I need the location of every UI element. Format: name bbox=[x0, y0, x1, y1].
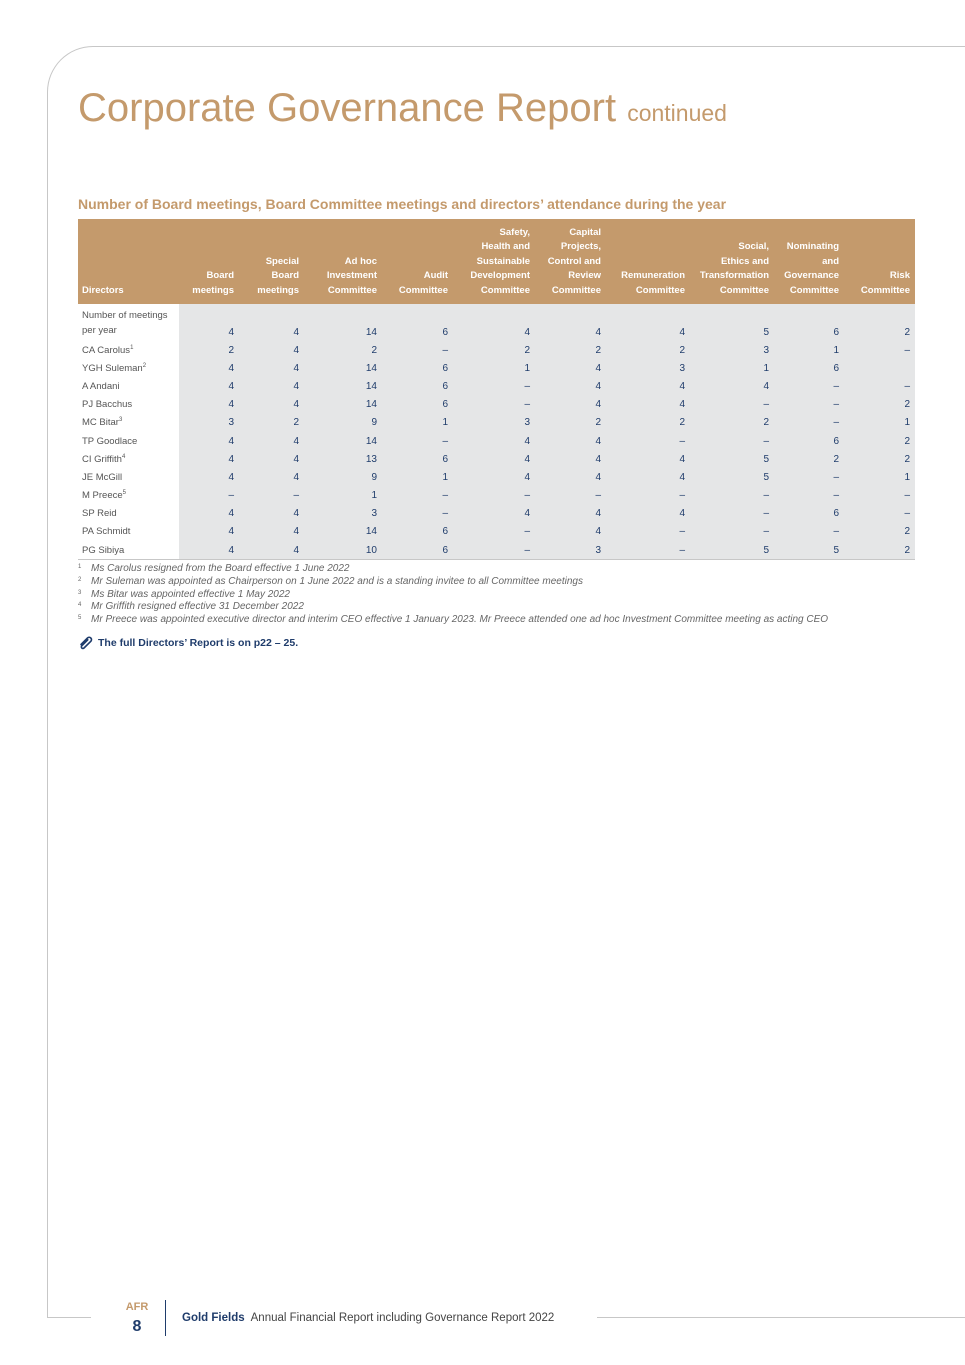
page-title-suffix: continued bbox=[627, 100, 727, 126]
attendance-table-body bbox=[78, 304, 915, 560]
column-header bbox=[304, 219, 382, 304]
attendance-cell: – bbox=[774, 414, 844, 432]
attendance-cell: 4 bbox=[179, 450, 239, 468]
attendance-cell: – bbox=[606, 541, 690, 560]
attendance-cell: – bbox=[453, 377, 535, 395]
meetings-per-year-row bbox=[78, 304, 915, 341]
column-header bbox=[78, 219, 179, 304]
meetings-count-cell: 5 bbox=[690, 304, 774, 341]
page-title-main: Corporate Governance Report bbox=[78, 86, 617, 130]
footnote-text: Ms Carolus resigned from the Board effective 1 June 2022 bbox=[91, 563, 350, 574]
attendance-cell: 5 bbox=[774, 541, 844, 560]
attendance-cell: 2 bbox=[535, 414, 606, 432]
attendance-cell: 6 bbox=[382, 396, 453, 414]
attendance-cell: 3 bbox=[179, 414, 239, 432]
attendance-cell: 6 bbox=[382, 541, 453, 560]
attendance-cell: 6 bbox=[382, 359, 453, 377]
footnote bbox=[78, 614, 918, 627]
director-row bbox=[78, 359, 915, 377]
attendance-table-header bbox=[78, 219, 915, 304]
director-name: YGH Suleman bbox=[82, 362, 143, 374]
footer-brand: Gold Fields bbox=[182, 1312, 245, 1324]
attendance-cell: 6 bbox=[774, 505, 844, 523]
column-header-line: Committee bbox=[635, 284, 685, 296]
attendance-cell: 4 bbox=[239, 505, 304, 523]
attendance-cell: 4 bbox=[535, 377, 606, 395]
attendance-cell: – bbox=[453, 541, 535, 560]
column-header-line: Committee bbox=[327, 284, 377, 296]
attendance-cell: – bbox=[239, 487, 304, 505]
attendance-cell: 1 bbox=[690, 359, 774, 377]
attendance-cell: 4 bbox=[606, 505, 690, 523]
column-header-line: Audit bbox=[423, 270, 448, 281]
director-name-cell bbox=[78, 341, 179, 359]
column-header bbox=[179, 219, 239, 304]
attendance-cell: 9 bbox=[304, 414, 382, 432]
meetings-count-cell: 4 bbox=[606, 304, 690, 341]
attendance-cell: 9 bbox=[304, 468, 382, 486]
reference-text: The full Directors’ Report is on p22 – 25. bbox=[98, 637, 299, 649]
attendance-cell: 14 bbox=[304, 432, 382, 450]
column-header-line: Board bbox=[271, 270, 299, 281]
attendance-cell: – bbox=[382, 505, 453, 523]
director-name-cell bbox=[78, 468, 179, 486]
attendance-cell: 4 bbox=[239, 541, 304, 560]
attendance-cell: 4 bbox=[535, 468, 606, 486]
director-row bbox=[78, 432, 915, 450]
column-header bbox=[382, 219, 453, 304]
footnote-marker: 2 bbox=[142, 362, 147, 369]
attendance-cell: 5 bbox=[690, 468, 774, 486]
footer-divider bbox=[165, 1300, 166, 1336]
meetings-count-cell: 6 bbox=[382, 304, 453, 341]
director-name-cell bbox=[78, 396, 179, 414]
attendance-cell: – bbox=[453, 523, 535, 541]
page-title bbox=[78, 86, 727, 131]
column-header bbox=[535, 219, 606, 304]
column-header-line: Special bbox=[265, 255, 299, 267]
director-row bbox=[78, 505, 915, 523]
meetings-count-cell: 2 bbox=[844, 304, 915, 341]
attendance-cell: – bbox=[606, 487, 690, 505]
attendance-cell: 2 bbox=[179, 341, 239, 359]
director-name: TP Goodlace bbox=[82, 435, 138, 447]
attendance-cell: 4 bbox=[239, 468, 304, 486]
attendance-cell: 10 bbox=[304, 541, 382, 560]
attendance-cell: 5 bbox=[690, 541, 774, 560]
director-name-cell bbox=[78, 359, 179, 377]
director-name-cell bbox=[78, 505, 179, 523]
attendance-cell: – bbox=[844, 505, 915, 523]
attendance-cell: 13 bbox=[304, 450, 382, 468]
attendance-cell: 4 bbox=[535, 396, 606, 414]
column-header bbox=[844, 219, 915, 304]
attendance-cell: 4 bbox=[239, 523, 304, 541]
footnote-number: 2 bbox=[78, 576, 82, 583]
column-header-line: Committee bbox=[860, 284, 910, 296]
column-header-line: Risk bbox=[889, 270, 910, 281]
row-label-line: per year bbox=[82, 324, 117, 336]
column-header bbox=[690, 219, 774, 304]
attendance-cell: – bbox=[179, 487, 239, 505]
attendance-cell: 2 bbox=[690, 414, 774, 432]
attendance-table bbox=[78, 219, 915, 560]
attendance-cell: 3 bbox=[453, 414, 535, 432]
director-name: PJ Bacchus bbox=[82, 399, 133, 411]
column-header-line: Sustainable bbox=[476, 255, 530, 267]
column-header-line: Directors bbox=[82, 284, 124, 296]
attendance-cell: 2 bbox=[844, 450, 915, 468]
footer-text bbox=[182, 1312, 554, 1324]
attendance-cell: 4 bbox=[179, 523, 239, 541]
director-row bbox=[78, 341, 915, 359]
director-name-cell bbox=[78, 377, 179, 395]
column-header-line: Investment bbox=[326, 270, 377, 281]
director-row bbox=[78, 468, 915, 486]
attendance-cell: 4 bbox=[535, 505, 606, 523]
header-row bbox=[78, 219, 915, 304]
attendance-cell: 14 bbox=[304, 523, 382, 541]
section-code: AFR bbox=[125, 1301, 149, 1313]
column-header-line: Capital bbox=[569, 226, 601, 238]
attendance-cell: – bbox=[535, 487, 606, 505]
footnote-marker: 5 bbox=[122, 489, 126, 496]
director-name: SP Reid bbox=[82, 508, 117, 520]
director-name: MC Bitar bbox=[82, 417, 119, 429]
attendance-cell: 6 bbox=[774, 432, 844, 450]
column-header-line: Committee bbox=[480, 284, 530, 296]
attendance-cell: 4 bbox=[535, 523, 606, 541]
footnote-number: 5 bbox=[78, 615, 82, 622]
column-header-line: Control and bbox=[547, 255, 601, 267]
director-row bbox=[78, 396, 915, 414]
attendance-cell: – bbox=[382, 432, 453, 450]
attendance-cell: – bbox=[606, 523, 690, 541]
column-header-line: Board bbox=[206, 270, 234, 281]
attendance-cell: 4 bbox=[239, 359, 304, 377]
attendance-cell: – bbox=[774, 487, 844, 505]
attendance-cell: 1 bbox=[844, 468, 915, 486]
director-row bbox=[78, 487, 915, 505]
attendance-cell: 4 bbox=[239, 432, 304, 450]
attendance-cell: 4 bbox=[239, 341, 304, 359]
attendance-cell: 4 bbox=[179, 468, 239, 486]
column-header-line: Governance bbox=[784, 270, 839, 281]
directors-report-reference[interactable] bbox=[78, 636, 298, 650]
footnote-number: 3 bbox=[78, 589, 82, 596]
director-name-cell bbox=[78, 450, 179, 468]
footnote-number: 1 bbox=[78, 564, 82, 570]
footnote-text: Ms Bitar was appointed effective 1 May 2022 bbox=[91, 588, 290, 600]
attendance-cell: – bbox=[690, 396, 774, 414]
attendance-cell: 4 bbox=[690, 377, 774, 395]
column-header-line: Ethics and bbox=[720, 255, 769, 267]
director-name: PG Sibiya bbox=[82, 544, 125, 556]
column-header-line: Committee bbox=[398, 284, 448, 296]
column-header-line: Committee bbox=[719, 284, 769, 296]
footnote bbox=[78, 601, 918, 614]
attendance-cell: – bbox=[690, 487, 774, 505]
attendance-cell: – bbox=[453, 487, 535, 505]
column-header-line: Projects, bbox=[560, 241, 601, 252]
attendance-cell: – bbox=[690, 523, 774, 541]
column-header-line: meetings bbox=[257, 284, 299, 296]
attendance-cell: 6 bbox=[382, 450, 453, 468]
footnote-marker: 1 bbox=[130, 344, 134, 351]
column-header bbox=[453, 219, 535, 304]
attendance-cell: 14 bbox=[304, 359, 382, 377]
attendance-cell: – bbox=[382, 487, 453, 505]
column-header bbox=[606, 219, 690, 304]
attendance-cell: 4 bbox=[453, 432, 535, 450]
director-name: JE McGill bbox=[82, 471, 123, 483]
attendance-cell: – bbox=[690, 432, 774, 450]
attendance-cell: – bbox=[690, 505, 774, 523]
director-row bbox=[78, 377, 915, 395]
director-name-cell bbox=[78, 487, 179, 505]
attendance-cell: – bbox=[844, 377, 915, 395]
director-row bbox=[78, 523, 915, 541]
director-name-cell bbox=[78, 523, 179, 541]
column-header-line: Social, bbox=[738, 241, 769, 252]
attendance-cell: 4 bbox=[606, 468, 690, 486]
meetings-count-cell: 4 bbox=[239, 304, 304, 341]
footer-report-title: Annual Financial Report including Governance Report 2022 bbox=[250, 1312, 555, 1324]
director-name: M Preece bbox=[82, 490, 123, 502]
footnote bbox=[78, 576, 918, 589]
attendance-cell: 2 bbox=[453, 341, 535, 359]
column-header-line: Health and bbox=[481, 241, 530, 252]
attendance-cell: 2 bbox=[239, 414, 304, 432]
attendance-cell: – bbox=[844, 341, 915, 359]
attendance-cell: 4 bbox=[606, 450, 690, 468]
attendance-cell: 2 bbox=[844, 541, 915, 560]
attendance-cell: 2 bbox=[844, 523, 915, 541]
column-header-line: Review bbox=[568, 270, 601, 281]
attendance-cell: 2 bbox=[774, 450, 844, 468]
attendance-cell: – bbox=[774, 523, 844, 541]
column-header bbox=[239, 219, 304, 304]
attendance-cell: 3 bbox=[304, 505, 382, 523]
footnote-marker: 4 bbox=[121, 453, 126, 460]
meetings-count-cell: 4 bbox=[179, 304, 239, 341]
attendance-cell: 4 bbox=[453, 505, 535, 523]
director-name-cell bbox=[78, 432, 179, 450]
attendance-cell: 1 bbox=[304, 487, 382, 505]
attendance-cell: 1 bbox=[382, 414, 453, 432]
attendance-cell: 4 bbox=[179, 359, 239, 377]
attendance-cell: 4 bbox=[453, 450, 535, 468]
director-name-cell bbox=[78, 414, 179, 432]
meetings-count-cell: 4 bbox=[535, 304, 606, 341]
attendance-cell: – bbox=[382, 341, 453, 359]
attendance-cell: 1 bbox=[453, 359, 535, 377]
attendance-cell: – bbox=[844, 487, 915, 505]
column-header-line: Transformation bbox=[699, 270, 769, 281]
page-frame-left bbox=[47, 100, 48, 1318]
director-name: PA Schmidt bbox=[82, 526, 131, 538]
column-header-line: Safety, bbox=[499, 226, 530, 238]
column-header-line: Nominating bbox=[786, 241, 839, 252]
attendance-cell: 2 bbox=[844, 396, 915, 414]
attendance-cell: 4 bbox=[179, 377, 239, 395]
attendance-cell: 4 bbox=[535, 359, 606, 377]
attendance-cell: 14 bbox=[304, 377, 382, 395]
footnote-text: Mr Suleman was appointed as Chairperson on 1 June 2022 and is a standing invitee to all Committee meetings bbox=[91, 575, 583, 587]
attendance-cell: – bbox=[774, 468, 844, 486]
attendance-cell: 1 bbox=[382, 468, 453, 486]
director-row bbox=[78, 450, 915, 468]
column-header-line: and bbox=[822, 255, 839, 267]
attendance-cell: 2 bbox=[844, 432, 915, 450]
column-header-line: Committee bbox=[789, 284, 839, 296]
page-number: 8 bbox=[132, 1318, 142, 1335]
attendance-cell: 4 bbox=[239, 396, 304, 414]
attendance-cell: 3 bbox=[690, 341, 774, 359]
attendance-cell: 4 bbox=[239, 450, 304, 468]
column-header-line: Remuneration bbox=[621, 270, 685, 281]
paperclip-icon bbox=[78, 636, 94, 650]
attendance-cell: 4 bbox=[179, 505, 239, 523]
attendance-cell: 6 bbox=[774, 359, 844, 377]
attendance-cell: 4 bbox=[606, 396, 690, 414]
attendance-cell: 6 bbox=[382, 377, 453, 395]
footnotes bbox=[78, 563, 918, 627]
attendance-cell: – bbox=[606, 432, 690, 450]
column-header-line: Ad hoc bbox=[344, 255, 377, 267]
attendance-cell: 4 bbox=[535, 450, 606, 468]
footnote bbox=[78, 589, 918, 602]
attendance-cell: 4 bbox=[179, 432, 239, 450]
attendance-cell: 14 bbox=[304, 396, 382, 414]
column-header-line: meetings bbox=[192, 284, 234, 296]
page-frame-bottom-left bbox=[47, 1317, 91, 1318]
meetings-count-cell: 4 bbox=[453, 304, 535, 341]
director-name-cell bbox=[78, 541, 179, 560]
attendance-cell: 1 bbox=[774, 341, 844, 359]
attendance-cell: 4 bbox=[606, 377, 690, 395]
column-header-line: Development bbox=[470, 270, 530, 281]
page-frame-bottom-right bbox=[597, 1317, 965, 1318]
footnote-text: Mr Griffith resigned effective 31 December 2022 bbox=[91, 601, 304, 613]
footnote bbox=[78, 563, 918, 576]
attendance-cell: 6 bbox=[382, 523, 453, 541]
footnote-number: 4 bbox=[78, 602, 82, 609]
attendance-cell: 4 bbox=[239, 377, 304, 395]
row-label bbox=[78, 304, 179, 341]
attendance-cell: 2 bbox=[606, 341, 690, 359]
director-row bbox=[78, 541, 915, 560]
footnote-text: Mr Preece was appointed executive director and interim CEO effective 1 January 2023. Mr Preece attended one ad hoc Investment Committee meeting as acting CEO bbox=[91, 614, 829, 626]
section-heading: Number of Board meetings, Board Committee meetings and directors’ attendance during the year bbox=[78, 196, 727, 212]
meetings-count-cell: 6 bbox=[774, 304, 844, 341]
column-header bbox=[774, 219, 844, 304]
director-name: CA Carolus bbox=[82, 344, 131, 356]
attendance-cell: – bbox=[774, 377, 844, 395]
director-name: A Andani bbox=[82, 380, 120, 392]
attendance-cell: 3 bbox=[606, 359, 690, 377]
attendance-cell: – bbox=[453, 396, 535, 414]
director-row bbox=[78, 414, 915, 432]
meetings-count-cell: 14 bbox=[304, 304, 382, 341]
attendance-cell: 4 bbox=[179, 541, 239, 560]
footnote-marker: 3 bbox=[118, 417, 123, 424]
attendance-cell: 5 bbox=[690, 450, 774, 468]
attendance-cell: 2 bbox=[304, 341, 382, 359]
attendance-cell: 4 bbox=[453, 468, 535, 486]
attendance-cell: 2 bbox=[606, 414, 690, 432]
column-header-line: Committee bbox=[551, 284, 601, 296]
attendance-cell: – bbox=[774, 396, 844, 414]
attendance-cell: 4 bbox=[179, 396, 239, 414]
row-label-line: Number of meetings bbox=[82, 310, 168, 321]
director-name: CI Griffith bbox=[82, 453, 122, 465]
attendance-cell bbox=[844, 359, 915, 377]
attendance-cell: 4 bbox=[535, 432, 606, 450]
attendance-cell: 1 bbox=[844, 414, 915, 432]
attendance-cell: 2 bbox=[535, 341, 606, 359]
attendance-cell: 3 bbox=[535, 541, 606, 560]
